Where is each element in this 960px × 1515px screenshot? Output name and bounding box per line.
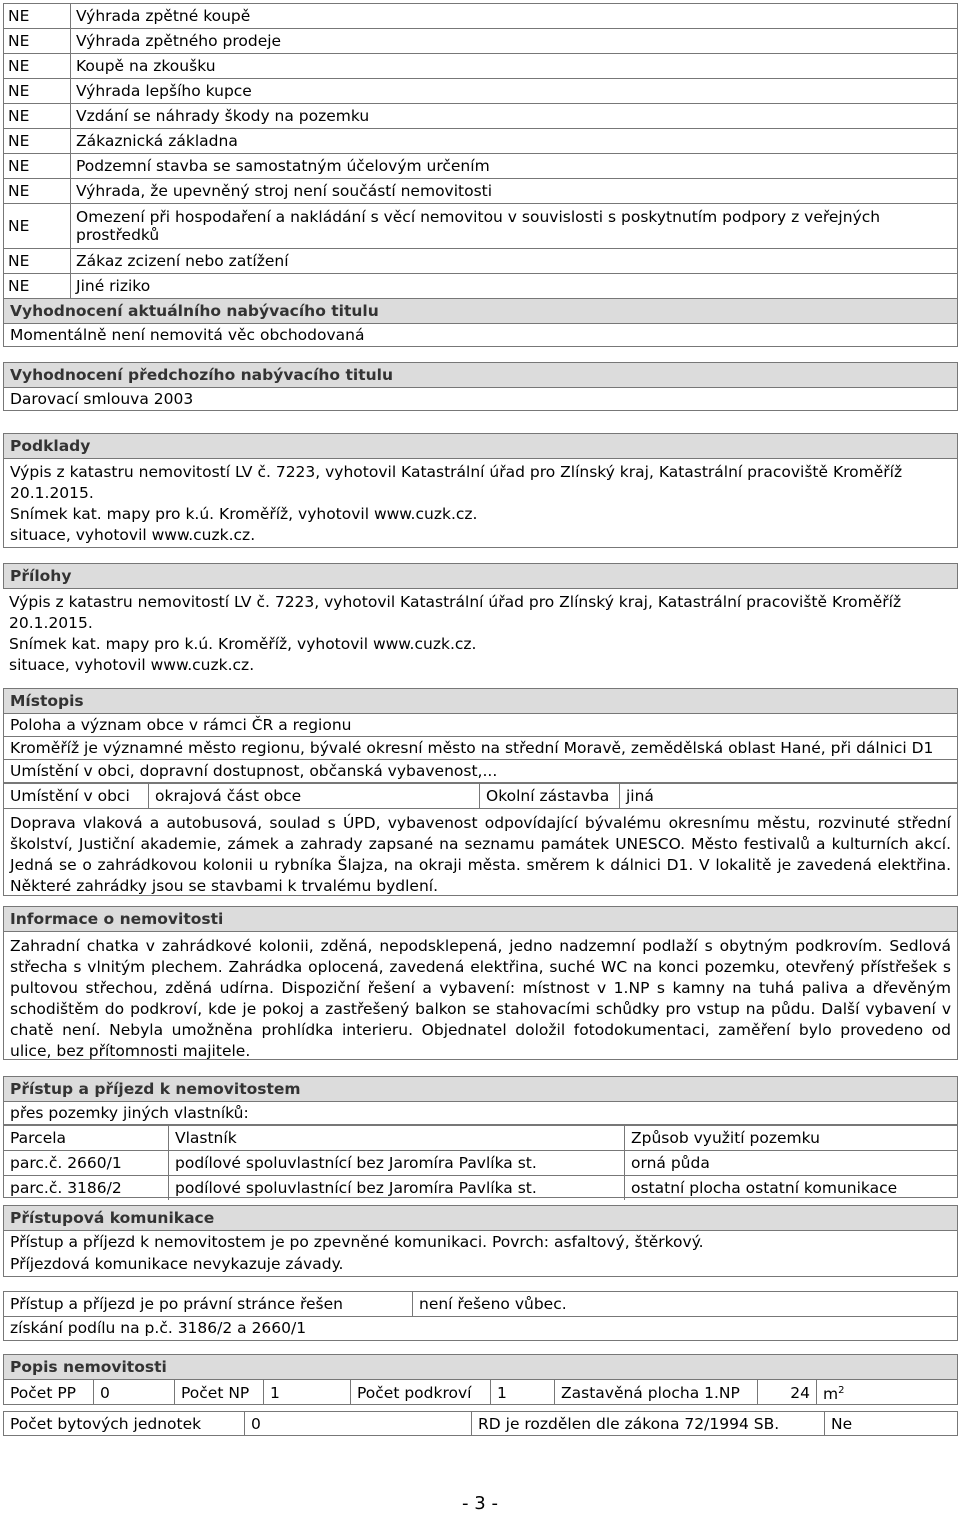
section-heading: Přístupová komunikace	[4, 1205, 957, 1231]
table-row	[4, 1151, 957, 1176]
table-cell: ostatní plocha ostatní komunikace	[625, 1176, 958, 1201]
pk-label: Počet podkroví	[351, 1380, 491, 1405]
restriction-row	[4, 4, 958, 29]
restriction-flag: NE	[4, 204, 71, 249]
restriction-row	[4, 274, 958, 299]
pp-label: Počet PP	[4, 1380, 94, 1405]
road-section	[3, 1205, 958, 1277]
popis-section	[3, 1354, 958, 1405]
restriction-label: Omezení při hospodaření a nakládání s věcí nemovitou v souvislosti s poskytnutím podpory z veřejných prostředků	[71, 204, 958, 249]
restriction-flag: NE	[4, 179, 71, 204]
restriction-row	[4, 79, 958, 104]
section-heading: Vyhodnocení aktuálního nabývacího titulu	[4, 299, 957, 324]
prilohy-line: Výpis z katastru nemovitostí LV č. 7223, vyhotovil Katastrální úřad pro Zlínský kraj, Katastrální pracoviště Kroměříž 20.1.2015.	[9, 593, 902, 632]
rd-label: RD je rozdělen dle zákona 72/1994 SB.	[472, 1412, 825, 1435]
table-header-row	[4, 1126, 957, 1151]
prilohy-line: Snímek kat. mapy pro k.ú. Kroměříž, vyhotovil www.cuzk.cz.	[9, 635, 477, 653]
mistopis-text2: Doprava vlaková a autobusová, soulad s ÚPD, vybavenost odpovídající bývalému okresnímu městu, rozvinuté střední školství, Justiční akademie, zámek a zahrady zapsané na seznamu památek UNESCO. Město festivalů a kulturních akcí. Jedná se o zahrádkovou kolonii u rybníka Šlajza, na okraji města. směrem k dálnici D1. V lokalitě je zavedená elektřina. Některé zahrádky jsou se stavbami k trvalému bydlení.	[10, 814, 951, 895]
section-heading: Informace o nemovitosti	[4, 907, 957, 932]
units-section	[3, 1411, 958, 1436]
podklady-line: Snímek kat. mapy pro k.ú. Kroměříž, vyhotovil www.cuzk.cz.	[10, 505, 478, 523]
area-label: Zastavěná plocha 1.NP	[555, 1380, 758, 1405]
np-value: 1	[264, 1380, 351, 1405]
mistopis-sub1: Poloha a význam obce v rámci ČR a regionu	[4, 714, 957, 737]
restriction-row	[4, 179, 958, 204]
podklady-line: situace, vyhotovil www.cuzk.cz.	[10, 526, 256, 544]
prilohy-line: situace, vyhotovil www.cuzk.cz.	[9, 656, 255, 674]
page-number: - 3 -	[462, 1493, 498, 1514]
restriction-label: Koupě na zkoušku	[71, 54, 958, 79]
area-unit: $m^2$	[817, 1380, 958, 1405]
legal-note: získání podílu na p.č. 3186/2 a 2660/1	[10, 1319, 307, 1337]
restriction-label: Vzdání se náhrady škody na pozemku	[71, 104, 958, 129]
table-cell: podílové spoluvlastnící bez Jaromíra Pavlíka st.	[169, 1151, 625, 1176]
location-label: Umístění v obci	[4, 784, 149, 809]
restriction-flag: NE	[4, 129, 71, 154]
previous-title-section	[3, 362, 958, 411]
restriction-label: Jiné riziko	[71, 274, 958, 299]
restriction-row	[4, 154, 958, 179]
table-cell: podílové spoluvlastnící bez Jaromíra Pavlíka st.	[169, 1176, 625, 1201]
mistopis-sub2: Umístění v obci, dopravní dostupnost, občanská vybavenost,...	[4, 760, 957, 783]
surroundings-value: jiná	[620, 784, 958, 809]
restriction-label: Výhrada zpětné koupě	[71, 4, 958, 29]
restriction-row	[4, 104, 958, 129]
table-cell: parc.č. 3186/2	[4, 1176, 169, 1201]
section-heading: Vyhodnocení předchozího nabývacího titulu	[4, 363, 957, 388]
restriction-row	[4, 204, 958, 249]
restriction-row	[4, 129, 958, 154]
restriction-flag: NE	[4, 54, 71, 79]
mistopis-section	[3, 688, 958, 896]
restriction-flag: NE	[4, 79, 71, 104]
restriction-label: Výhrada zpětného prodeje	[71, 29, 958, 54]
road-line: Přístup a příjezd k nemovitostem je po zpevněné komunikaci. Povrch: asfaltový, štěrkový.	[10, 1233, 704, 1251]
prilohy-section	[3, 563, 958, 675]
table-cell: orná půda	[625, 1151, 958, 1176]
location-row	[4, 783, 957, 809]
units-value: 0	[245, 1412, 472, 1435]
column-header: Vlastník	[169, 1126, 625, 1151]
location-value: okrajová část obce	[149, 784, 480, 809]
info-section	[3, 906, 958, 1060]
units-label: Počet bytových jednotek	[4, 1412, 245, 1435]
legal-value: není řešeno vůbec.	[413, 1292, 958, 1317]
restriction-label: Výhrada, že upevněný stroj není součástí nemovitosti	[71, 179, 958, 204]
pp-value: 0	[94, 1380, 175, 1405]
section-heading: Místopis	[4, 689, 957, 714]
mistopis-text1: Kroměříž je významné město regionu, bývalé okresní město na střední Moravě, zemědělská oblast Hané, při dálnici D1	[4, 737, 957, 760]
restriction-flag: NE	[4, 249, 71, 274]
restriction-label: Výhrada lepšího kupce	[71, 79, 958, 104]
restriction-flag: NE	[4, 29, 71, 54]
section-heading: Popis nemovitosti	[4, 1355, 957, 1380]
current-title-section	[3, 298, 958, 347]
legal-section	[3, 1291, 958, 1341]
rd-value: Ne	[831, 1414, 853, 1433]
restriction-flag: NE	[4, 4, 71, 29]
restriction-row	[4, 29, 958, 54]
restriction-label: Podzemní stavba se samostatným účelovým určením	[71, 154, 958, 179]
access-table	[4, 1125, 957, 1200]
area-value: 24	[758, 1380, 817, 1405]
table-cell: parc.č. 2660/1	[4, 1151, 169, 1176]
units-row	[4, 1412, 957, 1435]
restriction-label: Zákaz zcizení nebo zatížení	[71, 249, 958, 274]
access-section	[3, 1076, 958, 1198]
table-row	[4, 1176, 957, 1201]
restriction-label: Zákaznická základna	[71, 129, 958, 154]
info-text: Zahradní chatka v zahrádkové kolonii, zděná, nepodsklepená, jedno nadzemní podlaží s obytným podkrovím. Sedlová střecha s vlnitým plechem. Zahrádka oplocená, zavedená elektřina, suché WC na konci pozemku, otevřený přístřešek s pultovou střechou, zděná udírna. Dispoziční řešení a vybavení: místnost v 1.NP s kamny na tuhá paliva a dřevěným schodištěm do podkroví, kde je pokoj a zastřešený balkon se stahovacími schůdky pro vstup na půdu. Další vybavení v chatě není. Nebyla umožněna prohlídka interieru. Objednatel doložil fotodokumentaci, zaměření bylo provedeno od ulice, bez přítomnosti majitele.	[10, 937, 951, 1060]
restrictions-table	[3, 3, 958, 299]
restriction-row	[4, 249, 958, 274]
np-label: Počet NP	[175, 1380, 264, 1405]
podklady-line: Výpis z katastru nemovitostí LV č. 7223, vyhotovil Katastrální úřad pro Zlínský kraj, Katastrální pracoviště Kroměříž 20.1.2015.	[10, 463, 903, 502]
podklady-section	[3, 433, 958, 548]
restriction-flag: NE	[4, 154, 71, 179]
legal-row	[4, 1292, 957, 1317]
restriction-flag: NE	[4, 274, 71, 299]
column-header: Parcela	[4, 1126, 169, 1151]
restriction-row	[4, 54, 958, 79]
section-text: Darovací smlouva 2003	[10, 390, 194, 408]
popis-row	[4, 1380, 957, 1405]
access-sub: přes pozemky jiných vlastníků:	[4, 1102, 957, 1125]
road-line: Příjezdová komunikace nevykazuje závady.	[10, 1255, 344, 1273]
section-heading: Přílohy	[3, 563, 958, 589]
section-heading: Podklady	[4, 434, 957, 459]
column-header: Způsob využití pozemku	[625, 1126, 958, 1151]
pk-value: 1	[491, 1380, 555, 1405]
restriction-flag: NE	[4, 104, 71, 129]
surroundings-label: Okolní zástavba	[480, 784, 620, 809]
section-heading: Přístup a příjezd k nemovitostem	[4, 1077, 957, 1102]
legal-label: Přístup a příjezd je po právní stránce řešen	[4, 1292, 413, 1317]
section-text: Momentálně není nemovitá věc obchodovaná	[10, 326, 365, 344]
